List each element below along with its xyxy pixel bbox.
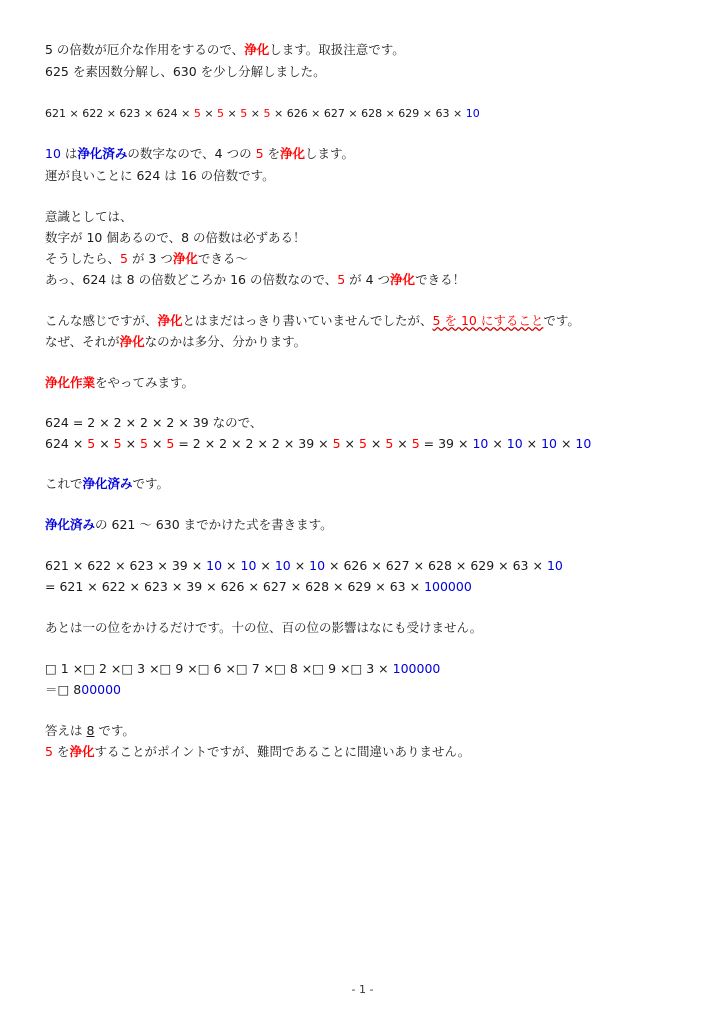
line-expression-1 xyxy=(45,106,480,122)
keyword-purify-work: 浄化作業 xyxy=(45,375,96,390)
line-ten-numbers xyxy=(45,230,306,246)
text: = 39 × xyxy=(419,436,473,451)
text: を xyxy=(52,744,70,759)
line-write-expression xyxy=(45,517,333,533)
line-three-fives xyxy=(45,251,248,267)
line-box-result xyxy=(45,682,121,698)
red-five: 5 xyxy=(193,107,201,120)
text: することがポイントですが、難問であることに間違いありません。 xyxy=(94,744,471,759)
text: が 3 つ xyxy=(127,251,173,266)
line-expression-2 xyxy=(45,558,563,574)
page-number: - 1 - xyxy=(351,983,374,996)
keyword-purified: 浄化済み xyxy=(45,517,96,532)
blue-ten: 10 xyxy=(575,436,592,451)
blue-ten: 10 xyxy=(465,107,480,120)
line-factorize xyxy=(45,64,326,80)
blue-ten: 10 xyxy=(546,558,563,573)
text: あとは一の位をかけるだけです。十の位、百の位の影響はなにも受けません。 xyxy=(45,620,483,635)
line-expression-3 xyxy=(45,579,472,595)
text: の数字なので、4 つの xyxy=(127,146,256,161)
text: × xyxy=(121,436,141,451)
blue-ten: 10 xyxy=(309,558,326,573)
red-five: 5 xyxy=(113,436,122,451)
text: します。取扱注意です。 xyxy=(269,42,405,57)
text: なぜ、それが xyxy=(45,334,120,349)
line-ten-purified xyxy=(45,146,354,162)
line-purify-work xyxy=(45,375,194,391)
text: これで xyxy=(45,476,83,491)
text: とはまだはっきり書いていませんでしたが、 xyxy=(182,313,433,328)
text: 5 の倍数が厄介な作用をするので、 xyxy=(45,42,245,57)
text: こんな感じですが、 xyxy=(45,313,158,328)
red-five: 5 xyxy=(240,107,248,120)
keyword-purify: 浄化 xyxy=(157,313,183,328)
text: × xyxy=(522,436,542,451)
blue-ten: 10 xyxy=(45,146,61,161)
text: × xyxy=(200,107,218,120)
text: 624 = 2 × 2 × 2 × 2 × 39 なので、 xyxy=(45,415,263,430)
line-four-fives xyxy=(45,272,465,288)
text: そうしたら、 xyxy=(45,251,121,266)
definition-phrase: 5 を 10 にすること xyxy=(432,313,544,328)
text: □ 1 ×□ 2 ×□ 3 ×□ 9 ×□ 6 ×□ 7 ×□ 8 ×□ 9 ×□ 3 × xyxy=(45,661,393,676)
line-answer xyxy=(45,723,135,739)
text: 624 × xyxy=(45,436,88,451)
keyword-purify: 浄化 xyxy=(172,251,198,266)
red-five: 5 xyxy=(263,107,271,120)
text: です。 xyxy=(94,723,135,738)
text: できる！ xyxy=(415,272,466,287)
text: × xyxy=(256,558,275,573)
text: × xyxy=(393,436,412,451)
keyword-purify: 浄化 xyxy=(244,42,270,57)
text: × xyxy=(224,107,241,120)
text: × xyxy=(290,558,310,573)
text: です。 xyxy=(543,313,580,328)
text: します。 xyxy=(305,146,355,161)
blue-ten: 10 xyxy=(506,436,523,451)
red-five: 5 xyxy=(140,436,148,451)
text: 意識としては、 xyxy=(45,209,133,224)
text: = 621 × 622 × 623 × 39 × 626 × 627 × 628 × 629 × 63 × xyxy=(45,579,425,594)
line-luck xyxy=(45,168,275,184)
blue-ten: 10 xyxy=(472,436,489,451)
keyword-purify: 浄化 xyxy=(390,272,416,287)
text: × xyxy=(147,436,167,451)
line-why xyxy=(45,334,306,350)
answer-value: 8 xyxy=(86,723,95,738)
text: です。 xyxy=(132,476,170,491)
keyword-purify: 浄化 xyxy=(69,744,95,759)
keyword-purified: 浄化済み xyxy=(77,146,128,161)
text: を xyxy=(263,146,280,161)
text: × xyxy=(95,436,114,451)
red-five: 5 xyxy=(87,436,96,451)
text: 数字が 10 個あるので、8 の倍数は必ずある！ xyxy=(45,230,306,245)
blue-ten: 10 xyxy=(541,436,557,451)
text: 621 × 622 × 623 × 624 × xyxy=(45,107,194,120)
text: 答えは xyxy=(45,723,87,738)
red-five: 5 xyxy=(337,272,346,287)
text: × xyxy=(488,436,507,451)
red-five: 5 xyxy=(385,436,394,451)
blue-ten: 10 xyxy=(240,558,257,573)
blue-hundred-thousand: 100000 xyxy=(424,579,472,594)
text: の 621 ～ 630 までかけた式を書きます。 xyxy=(95,517,333,532)
text: 625 を素因数分解し、630 を少し分解しました。 xyxy=(45,64,326,79)
blue-ten: 10 xyxy=(274,558,291,573)
line-ones-digit xyxy=(45,620,482,636)
text: × 626 × 627 × 628 × 629 × 63 × xyxy=(325,558,547,573)
line-624-factor xyxy=(45,415,262,431)
text: × 626 × 627 × 628 × 629 × 63 × xyxy=(270,107,466,120)
keyword-purify: 浄化 xyxy=(280,146,306,161)
text: 運が良いことに 624 は 16 の倍数です。 xyxy=(45,168,275,183)
text: あっ、624 は 8 の倍数どころか 16 の倍数なので、 xyxy=(45,272,338,287)
blue-zeros: 00000 xyxy=(81,682,122,697)
keyword-purified: 浄化済み xyxy=(82,476,133,491)
text: 621 × 622 × 623 × 39 × xyxy=(45,558,207,573)
text: できる～ xyxy=(197,251,248,266)
red-five: 5 xyxy=(358,436,367,451)
line-awareness xyxy=(45,209,133,225)
text: × xyxy=(222,558,241,573)
red-five: 5 xyxy=(120,251,128,266)
line-definition xyxy=(45,313,580,329)
red-five: 5 xyxy=(255,146,264,161)
text: × xyxy=(366,436,386,451)
text: × xyxy=(557,436,576,451)
line-now-purified xyxy=(45,476,169,492)
blue-ten: 10 xyxy=(206,558,223,573)
line-intro xyxy=(45,42,405,58)
line-624-expansion xyxy=(45,436,591,452)
red-five: 5 xyxy=(45,744,53,759)
blue-hundred-thousand: 100000 xyxy=(392,661,441,676)
text: ＝□ 8 xyxy=(45,682,82,697)
text: × xyxy=(247,107,264,120)
red-five: 5 xyxy=(217,107,225,120)
text: が 4 つ xyxy=(345,272,391,287)
line-box-expression xyxy=(45,661,440,677)
text: なのかは多分、分かります。 xyxy=(144,334,307,349)
red-five: 5 xyxy=(332,436,341,451)
text: = 2 × 2 × 2 × 2 × 39 × xyxy=(174,436,333,451)
line-conclusion xyxy=(45,744,470,760)
text: × xyxy=(340,436,359,451)
keyword-purify: 浄化 xyxy=(119,334,145,349)
text: は xyxy=(60,146,78,161)
red-five: 5 xyxy=(411,436,420,451)
text: をやってみます。 xyxy=(95,375,195,390)
red-five: 5 xyxy=(166,436,175,451)
